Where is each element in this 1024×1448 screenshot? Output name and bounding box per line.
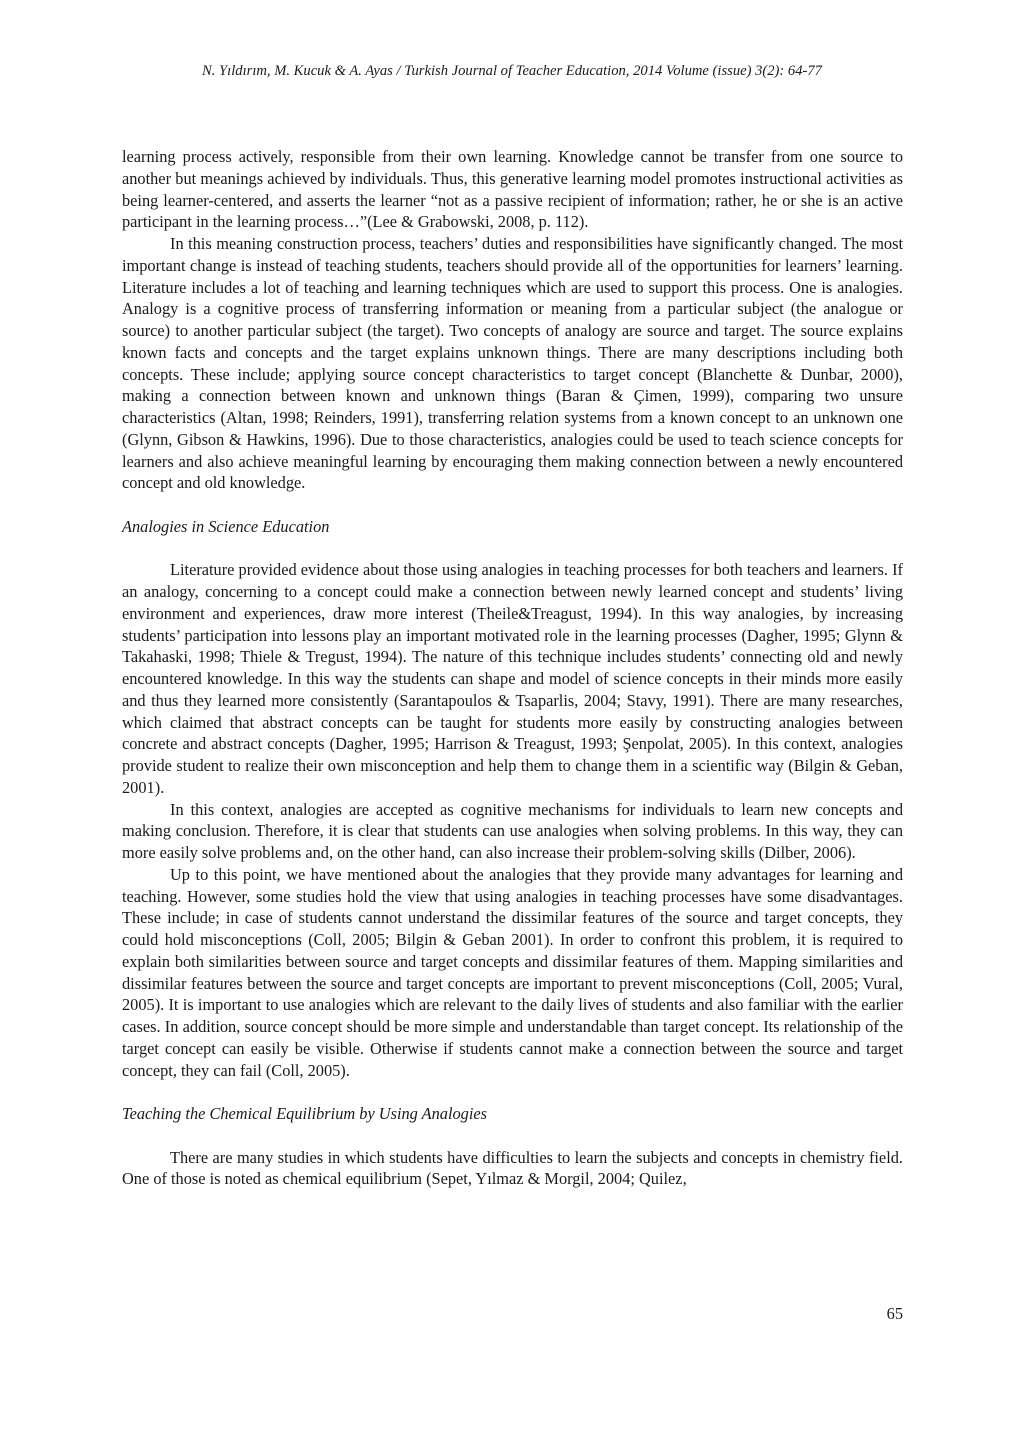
- paragraph: There are many studies in which students have difficulties to learn the subjects and concepts in chemistry field. One of those is noted as chemical equilibrium (Sepet, Yılmaz & Morgil, 2004; Quilez,: [122, 1147, 903, 1189]
- page-number: 65: [886, 1304, 903, 1323]
- paragraph: In this meaning construction process, teachers’ duties and responsibilities have significantly changed. The most important change is instead of teaching students, teachers should provide all of the opportunities for learners’ learning. Literature includes a lot of teaching and learning techniques which are used to support this process. One is analogies. Analogy is a cognitive process of transferring information or meaning from a particular subject (the analogue or source) to another particular subject (the target). Two concepts of analogy are source and target. The source explains known facts and concepts and the target explains unknown things. There are many descriptions including both concepts. These include; applying source concept characteristics to target concept (Blanchette & Dunbar, 2000), making a connection between known and unknown things (Baran & Çimen, 1999), comparing two unsure characteristics (Altan, 1998; Reinders, 1991), transferring relation systems from a known concept to an unknown one (Glynn, Gibson & Hawkins, 1996). Due to those characteristics, analogies could be used to teach science concepts for learners and also achieve meaningful learning by encouraging them making connection between a newly encountered concept and old knowledge.: [122, 234, 903, 493]
- paragraph: learning process actively, responsible from their own learning. Knowledge cannot be transfer from one source to another but meanings achieved by individuals. Thus, this generative learning model promotes instructional activities as being learner-centered, and asserts the learner “not as a passive recipient of information; rather, he or she is an active participant in the learning process…”(Lee & Grabowski, 2008, p. 112).: [122, 147, 903, 232]
- running-head: N. Yıldırım, M. Kucuk & A. Ayas / Turkish Journal of Teacher Education, 2014 Volume (issue) 3(2): 64-77: [202, 63, 822, 79]
- paragraph: Literature provided evidence about those using analogies in teaching processes for both teachers and learners. If an analogy, concerning to a concept could make a connection between newly learned concept and students’ living environment and experiences, draw more interest (Theile&Treagust, 1994). In this way analogies, by increasing students’ participation into lessons play an important motivated role in the learning processes (Dagher, 1995; Glynn & Takahaski, 1998; Thiele & Tregust, 1994). The nature of this technique includes students’ connecting old and newly encountered knowledge. In this way the students can shape and model of science concepts in their minds more easily and thus they learned more consistently (Sarantapoulos & Tsaparlis, 2004; Stavy, 1991). There are many researches, which claimed that abstract concepts can be taught for students more easily by constructing analogies between concrete and abstract concepts (Dagher, 1995; Harrison & Treagust, 1993; Şenpolat, 2005). In this context, analogies provide student to realize their own misconception and help them to change them in a scientific way (Bilgin & Geban, 2001).: [122, 560, 903, 797]
- section-heading: Analogies in Science Education: [122, 516, 330, 536]
- paragraph: Up to this point, we have mentioned about the analogies that they provide many advantages for learning and teaching. However, some studies hold the view that using analogies in teaching processes have some disadvantages. These include; in case of students cannot understand the dissimilar features of the source and target concepts, they could hold misconceptions (Coll, 2005; Bilgin & Geban 2001). In order to confront this problem, it is required to explain both similarities between source and target concepts and dissimilar features of them. Mapping similarities and dissimilar features between the source and target concepts are important to prevent misconceptions (Coll, 2005; Vural, 2005). It is important to use analogies which are relevant to the daily lives of students and also familiar with the earlier cases. In addition, source concept should be more simple and understandable than target concept. Its relationship of the target concept can easily be visible. Otherwise if students cannot make a connection between the source and target concept, they can fail (Coll, 2005).: [122, 864, 903, 1080]
- article-body: [122, 146, 903, 1190]
- paragraph: In this context, analogies are accepted as cognitive mechanisms for individuals to learn new concepts and making conclusion. Therefore, it is clear that students can use analogies when solving problems. In this way, they can more easily solve problems and, on the other hand, can also increase their problem-solving skills (Dilber, 2006).: [122, 799, 903, 862]
- section-heading: Teaching the Chemical Equilibrium by Using Analogies: [122, 1104, 487, 1123]
